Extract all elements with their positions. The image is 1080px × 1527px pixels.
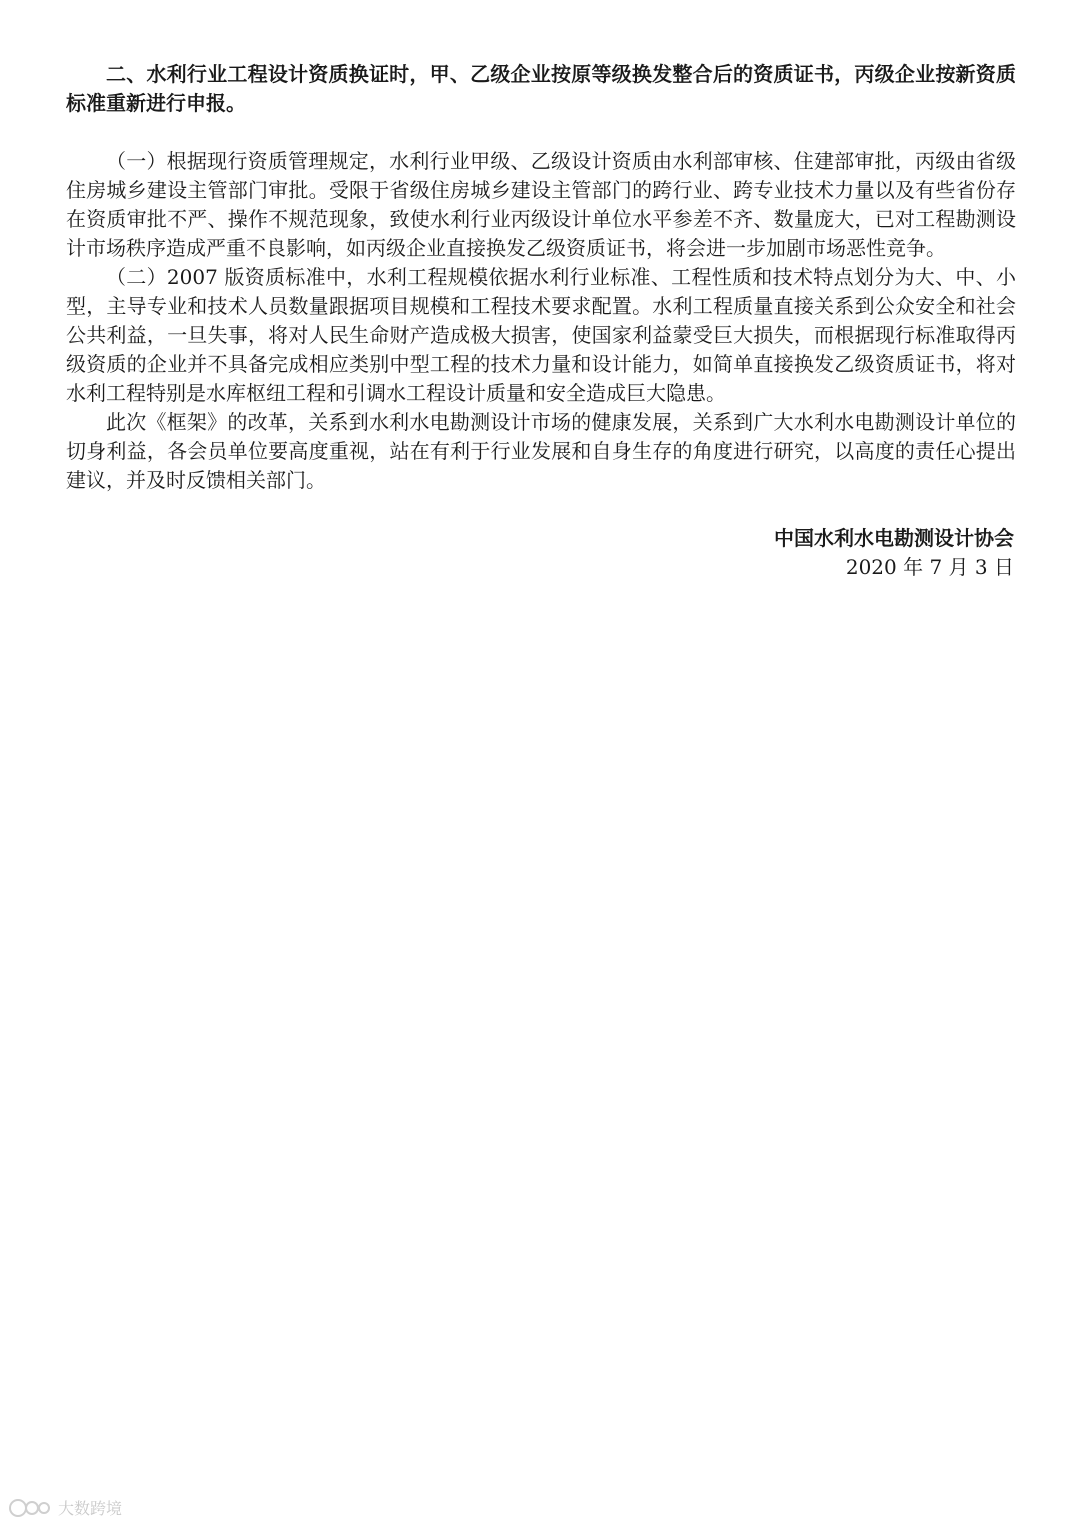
signature-block: [66, 524, 1016, 582]
paragraph-3: 此次《框架》的改革，关系到水利水电勘测设计市场的健康发展，关系到广大水利水电勘测设计单位的切身利益，各会员单位要高度重视，站在有利于行业发展和自身生存的角度进行研究，以高度的责任心提出建议，并及时反馈相关部门。: [66, 410, 1016, 492]
logo-icon: [8, 1497, 52, 1519]
paragraph-1: （一）根据现行资质管理规定，水利行业甲级、乙级设计资质由水利部审核、住建部审批，丙级由省级住房城乡建设主管部门审批。受限于省级住房城乡建设主管部门的跨行业、跨专业技术力量以及有些省份存在资质审批不严、操作不规范现象，致使水利行业丙级设计单位水平参差不齐、数量庞大，已对工程勘测设计市场秩序造成严重不良影响，如丙级企业直接换发乙级资质证书，将会进一步加剧市场恶性竞争。: [66, 149, 1016, 260]
signature-organization: 中国水利水电勘测设计协会: [774, 526, 1014, 550]
watermark: [8, 1496, 122, 1519]
signature-date: 2020 年 7 月 3 日: [845, 555, 1014, 579]
paragraph-2: （二）2007 版资质标准中，水利工程规模依据水利行业标准、工程性质和技术特点划分为大、中、小型，主导专业和技术人员数量跟据项目规模和工程技术要求配置。水利工程质量直接关系到公众安全和社会公共利益，一旦失事，将对人民生命财产造成极大损害，使国家利益蒙受巨大损失，而根据现行标准取得丙级资质的企业并不具备完成相应类别中型工程的技术力量和设计能力，如简单直接换发乙级资质证书，将对水利工程特别是水库枢纽工程和引调水工程设计质量和安全造成巨大隐患。: [66, 265, 1016, 405]
section-spacer: [66, 118, 1016, 147]
section-heading: 二、水利行业工程设计资质换证时，甲、乙级企业按原等级换发整合后的资质证书，丙级企业按新资质标准重新进行申报。: [66, 62, 1016, 115]
watermark-text: 大数跨境: [58, 1499, 123, 1518]
document-page: [66, 60, 1016, 582]
